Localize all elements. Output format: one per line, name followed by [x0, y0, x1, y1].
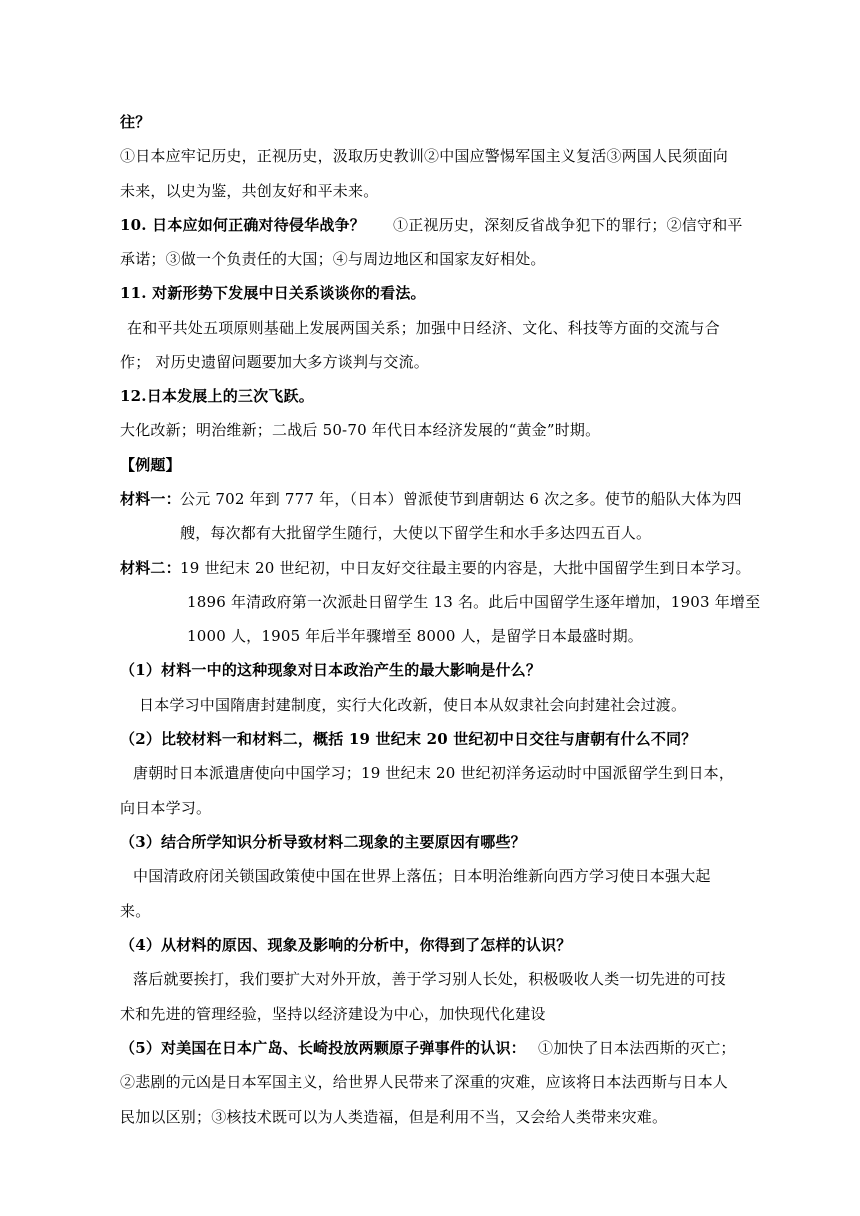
sub-answer-2-line2: 向日本学习。 — [120, 799, 212, 817]
question-10-answer-line2: 承诺；③做一个负责任的大国；④与周边地区和国家友好相处。 — [120, 250, 546, 268]
material-1-line2: 艘，每次都有大批留学生随行，大使以下留学生和水手多达四五百人。 — [180, 524, 652, 542]
question-12-heading: 12.日本发展上的三次飞跃。 — [120, 387, 314, 405]
sub-question-2: （2）比较材料一和材料二，概括 19 世纪末 20 世纪初中日交往与唐朝有什么不同？ — [120, 730, 697, 748]
question-11-heading: 11. 对新形势下发展中日关系谈谈你的看法。 — [120, 284, 426, 302]
text-line-1: 往？ — [120, 113, 151, 131]
text-line-3: 未来，以史为鉴，共创友好和平未来。 — [120, 182, 379, 200]
sub-answer-3-line1: 中国清政府闭关锁国政策使中国在世界上落伍；日本明治维新向西方学习使日本强大起 — [133, 867, 711, 885]
sub-question-1: （1）材料一中的这种现象对日本政治产生的最大影响是什么？ — [120, 661, 542, 679]
question-11-answer-line1: 在和平共处五项原则基础上发展两国关系；加强中日经济、文化、科技等方面的交流与合 — [127, 319, 720, 337]
material-2-line2: 1896 年清政府第一次派赴日留学生 13 名。此后中国留学生逐年增加，1903 年增至 — [187, 593, 761, 611]
sub-answer-5-line1: ①加快了日本法西斯的灭亡； — [538, 1039, 736, 1057]
question-10-answer-line1: ①正视历史，深刻反省战争犯下的罪行；②信守和平 — [393, 216, 743, 234]
material-2-line3: 1000 人，1905 年后半年骤增至 8000 人，是留学日本最盛时期。 — [187, 627, 643, 645]
material-1-line1: 公元 702 年到 777 年，（日本）曾派使节到唐朝达 6 次之多。使节的船队大体为四 — [180, 490, 742, 508]
sub-answer-5-line2: ②悲剧的元凶是日本军国主义，给世界人民带来了深重的灾难，应该将日本法西斯与日本人 — [120, 1073, 729, 1091]
material-1-label: 材料一： — [120, 490, 181, 508]
sub-answer-5-line3: 民加以区别；③核技术既可以为人类造福，但是利用不当，又会给人类带来灾难。 — [120, 1108, 668, 1126]
text-line-2: ①日本应牢记历史，正视历史，汲取历史教训②中国应警惕军国主义复活③两国人民须面向 — [120, 147, 729, 165]
sub-answer-4-line1: 落后就要挨打，我们要扩大对外开放，善于学习别人长处，积极吸收人类一切先进的可技 — [133, 970, 726, 988]
sub-answer-1: 日本学习中国隋唐封建制度，实行大化改新，使日本从奴隶社会向封建社会过渡。 — [139, 696, 687, 714]
sub-answer-3-line2: 来。 — [120, 902, 151, 920]
example-heading: 【例题】 — [120, 456, 181, 474]
material-2-label: 材料二： — [120, 559, 181, 577]
sub-question-3: （3）结合所学知识分析导致材料二现象的主要原因有哪些？ — [120, 833, 526, 851]
sub-answer-4-line2: 术和先进的管理经验，坚持以经济建设为中心，加快现代化建设 — [120, 1005, 546, 1023]
sub-question-4: （4）从材料的原因、现象及影响的分析中，你得到了怎样的认识？ — [120, 936, 572, 954]
material-2-line1: 19 世纪末 20 世纪初，中日友好交往最主要的内容是，大批中国留学生到日本学习。 — [180, 559, 751, 577]
question-10-heading: 10. 日本应如何正确对待侵华战争？ — [120, 216, 365, 234]
question-11-answer-line2: 作； 对历史遗留问题要加大多方谈判与交流。 — [120, 353, 429, 371]
question-12-answer: 大化改新；明治维新；二战后 50-70 年代日本经济发展的“黄金”时期。 — [120, 421, 601, 439]
sub-answer-2-line1: 唐朝时日本派遣唐使向中国学习；19 世纪末 20 世纪初洋务运动时中国派留学生到日本， — [133, 764, 735, 782]
sub-question-5: （5）对美国在日本广岛、长崎投放两颗原子弹事件的认识： — [120, 1039, 526, 1057]
